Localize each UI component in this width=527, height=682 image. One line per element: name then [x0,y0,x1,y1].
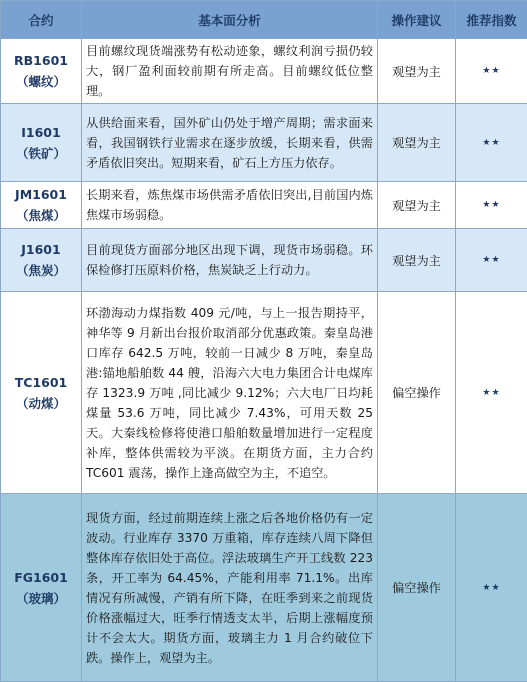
contract-cell [1,292,82,494]
contract-code: RB1601 [5,50,77,71]
contract-cell [1,104,82,182]
advice-cell: 偏空操作 [378,494,456,682]
analysis-cell: 从供给面来看，国外矿山仍处于增产周期；需求面来看，我国钢铁行业需求在逐步放缓，长期来看，供需矛盾依旧突出。短期来看，矿石上方压力依存。 [82,104,378,182]
analysis-cell: 现货方面，经过前期连续上涨之后各地价格仍有一定波动。行业库存 3370 万重箱，库存连续八周下降但整体库存依旧处于高位。浮法玻璃生产开工线数 223 条，开工率为 64.45%，产能利用率 71.1%。出库情况有所减慢，产销有所下降，在旺季到来之前现货价格涨幅过大，旺季行情透支太半，后期上涨幅度预计不会太大。期货方面，玻璃主力 1 月合约破位下跌。操作上，观望为主。 [82,494,378,682]
contract-name: （动煤） [5,393,77,414]
contract-name: （铁矿） [5,143,77,164]
header-advice: 操作建议 [378,1,456,39]
header-row [1,1,527,39]
rating-stars: ★★ [456,494,527,682]
contract-name: （焦煤） [5,205,77,226]
contract-code: I1601 [5,122,77,143]
analysis-cell: 环渤海动力煤指数 409 元/吨，与上一报告期持平，神华等 9 月新出台报价取消部分优惠政策。秦皇岛港口库存 642.5 万吨，较前一日减少 8 万吨，秦皇岛港:锚地船舶数 44 艘，沿海六大电力集团合计电煤库存 1323.9 万吨 ,同比减少 9.12%；六大电厂日均耗煤量 53.6 万吨，同比减少 7.43%，可用天数 25 天。大秦线检修将使港口船舶数量增加进行一定程度补库，整体供需较为平淡。在期货方面，主力合约TC601 震荡，操作上逢高做空为主，不追空。 [82,292,378,494]
table-row [1,292,527,494]
contract-code: JM1601 [5,184,77,205]
rating-stars: ★★ [456,229,527,292]
analysis-cell: 长期来看，炼焦煤市场供需矛盾依旧突出,目前国内炼焦煤市场弱稳。 [82,182,378,229]
header-analysis: 基本面分析 [82,1,378,39]
analysis-cell: 目前现货方面部分地区出现下调，现货市场弱稳。环保检修打压原料价格，焦炭缺乏上行动力。 [82,229,378,292]
header-contract: 合约 [1,1,82,39]
advice-cell: 观望为主 [378,182,456,229]
contract-code: FG1601 [5,567,77,588]
contract-name: （焦炭） [5,260,77,281]
contract-code: TC1601 [5,372,77,393]
advice-cell: 观望为主 [378,104,456,182]
rating-stars: ★★ [456,39,527,104]
table-row [1,39,527,104]
contract-name: （螺纹） [5,71,77,92]
table-row [1,104,527,182]
advice-cell: 观望为主 [378,39,456,104]
contract-cell [1,229,82,292]
analysis-cell: 目前螺纹现货端涨势有松动迹象，螺纹利润亏损仍较大，钢厂盈利面较前期有所走高。目前螺纹低位整理。 [82,39,378,104]
table-row [1,182,527,229]
advice-cell: 偏空操作 [378,292,456,494]
contract-code: J1601 [5,239,77,260]
header-rating: 推荐指数 [456,1,527,39]
contract-cell [1,39,82,104]
contract-cell [1,182,82,229]
contract-cell [1,494,82,682]
table-row [1,229,527,292]
rating-stars: ★★ [456,292,527,494]
contract-name: （玻璃） [5,588,77,609]
rating-stars: ★★ [456,104,527,182]
rating-stars: ★★ [456,182,527,229]
advice-cell: 观望为主 [378,229,456,292]
table-row [1,494,527,682]
